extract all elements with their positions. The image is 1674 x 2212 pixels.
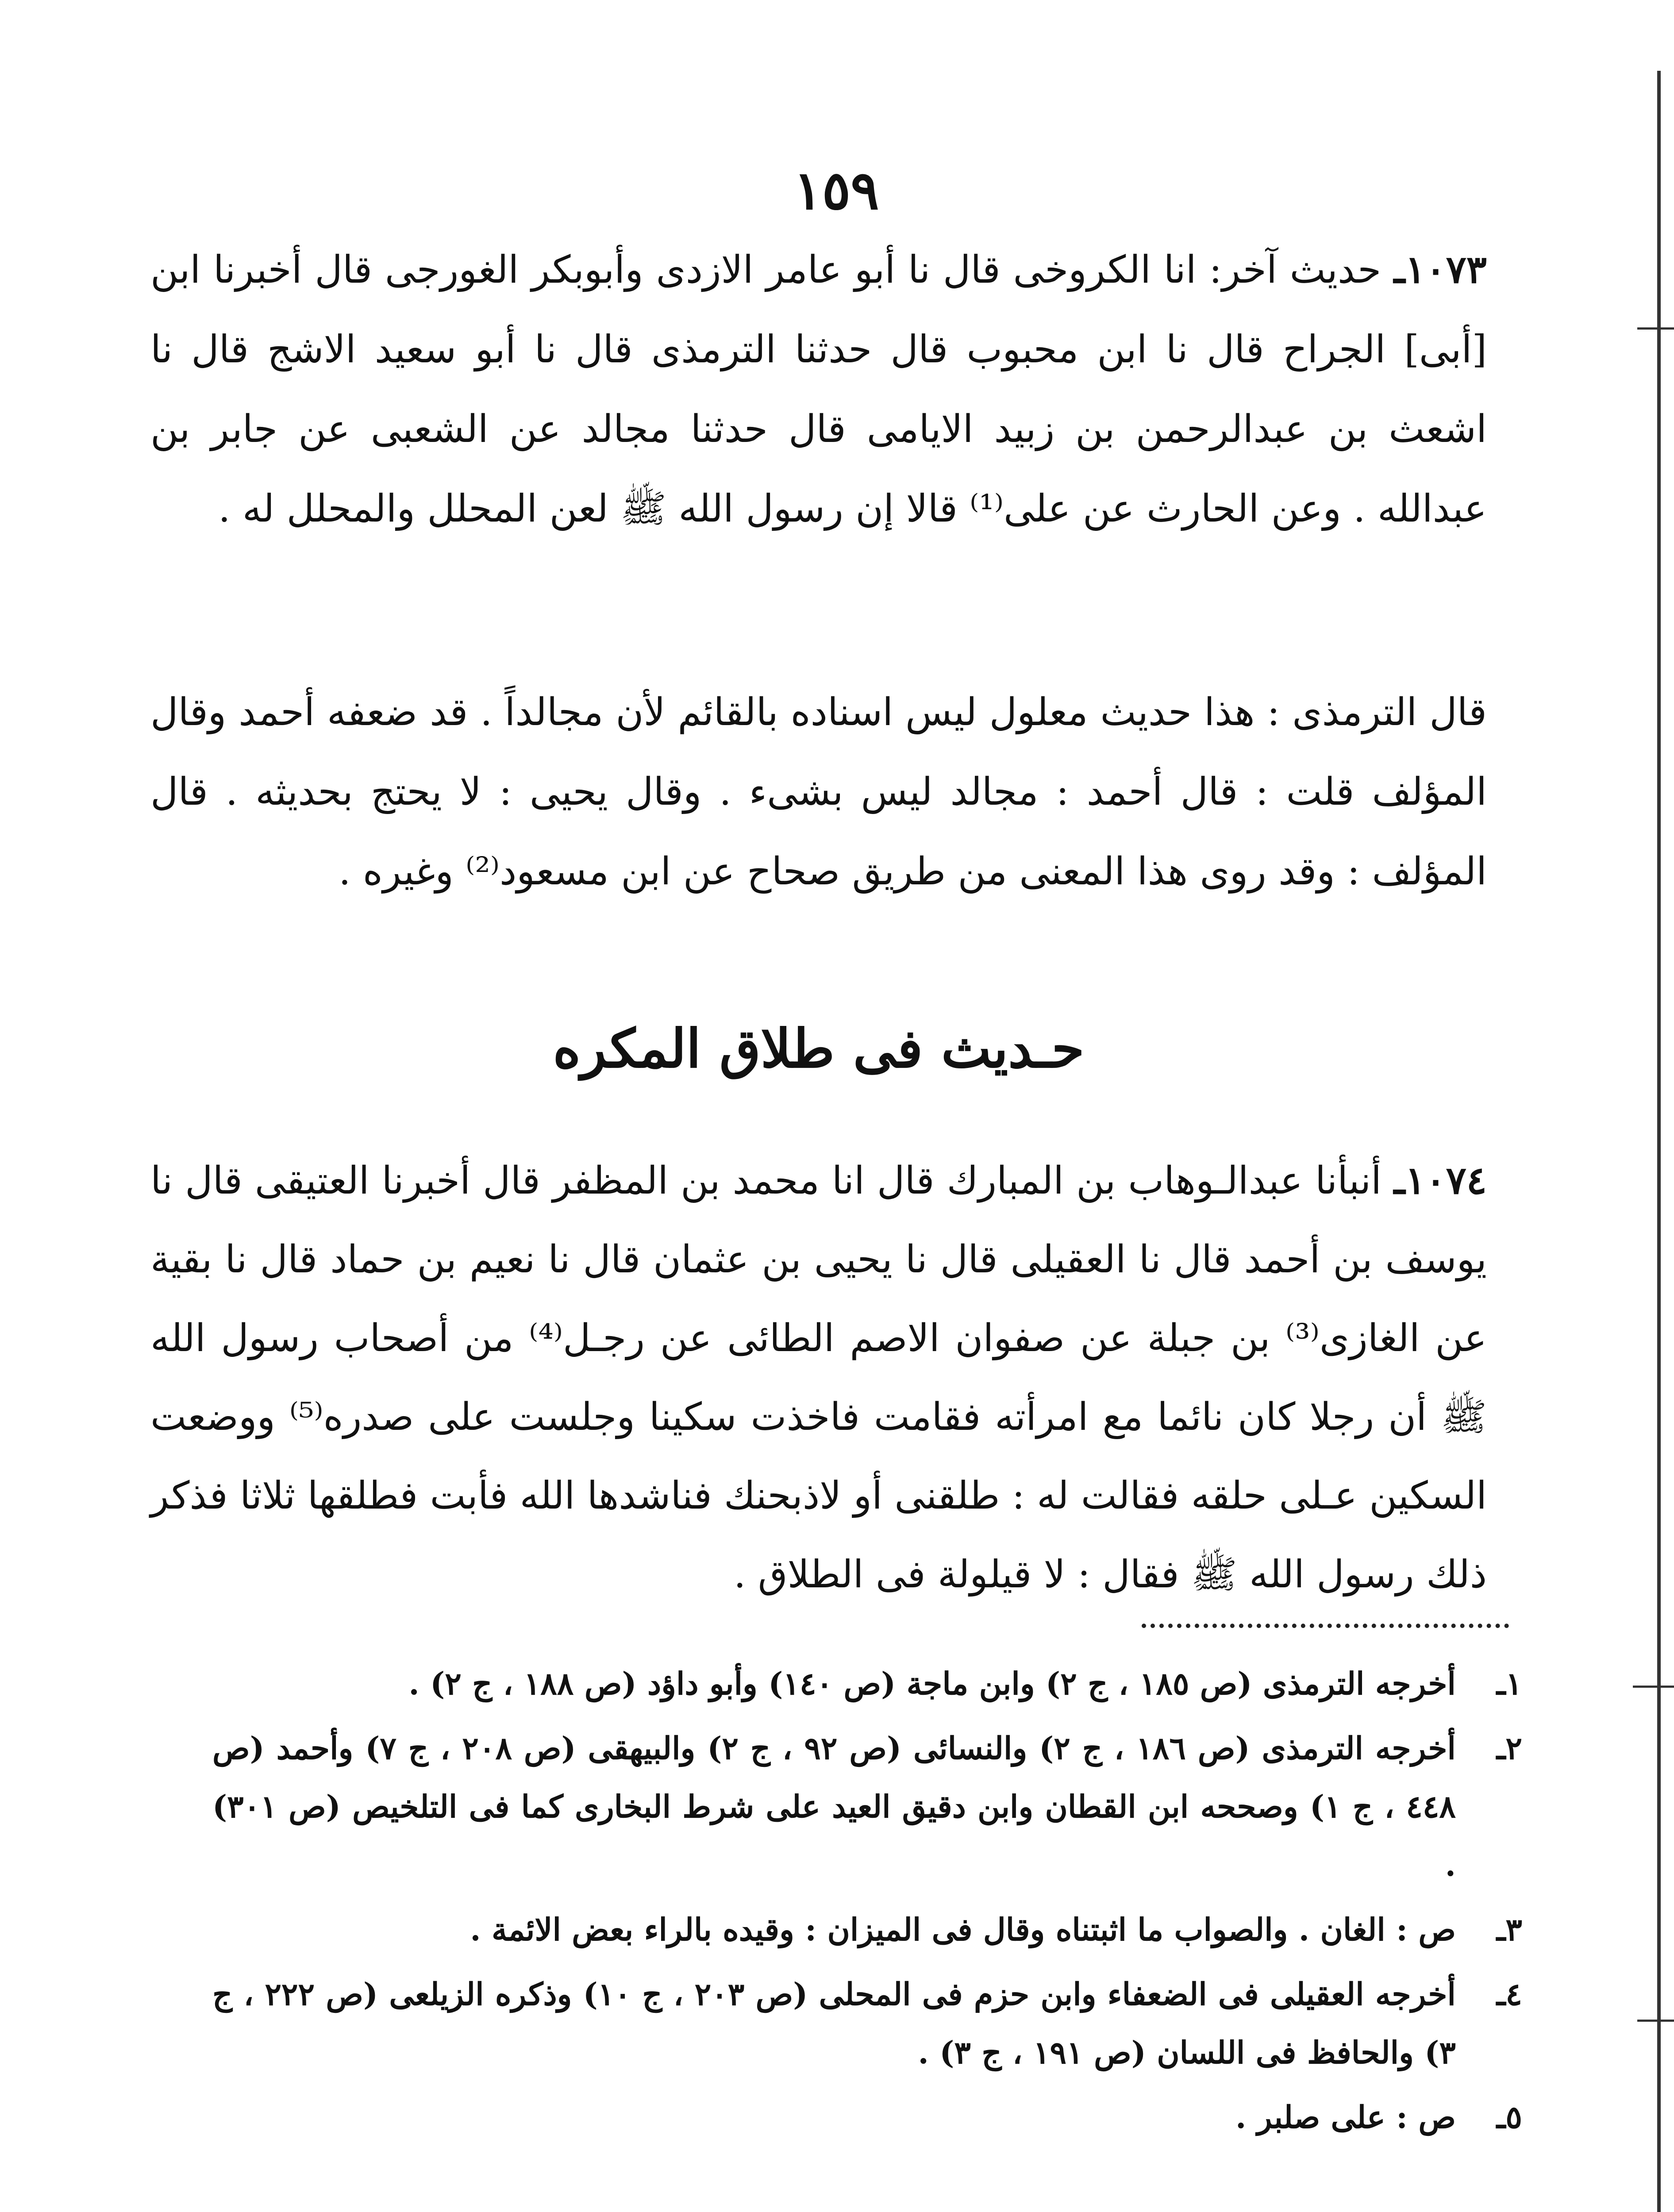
- footnote-separator: [1142, 1624, 1509, 1628]
- hadith-1074-paragraph: [150, 1141, 1487, 1614]
- page-binding-edge: [1657, 71, 1661, 2212]
- footnote-item: [212, 1901, 1522, 1959]
- hadith-number: ١٠٧٣ـ: [1394, 247, 1487, 292]
- hadith-text: حديث آخر: انا الكروخى قال نا أبو عامر الازدى وأبوبكر الغورجى قال أخبرنا ابن [أبى] الجراح قال نا ابن محبوب قال حدثنا الترمذى قال نا أبو سعيد الاشج قال نا اشعث بن عبدالرحمن بن زبيد الايامى قال حدثنا مجالد عن الشعبى عن جابر بن عبدالله . وعن الحارث عن على⁽¹⁾ قالا إن رسول الله ﷺ لعن المحلل والمحلل له .: [150, 248, 1487, 531]
- footnote-item: [212, 1965, 1522, 2082]
- footnote-text: أخرجه الترمذى (ص ١٨٦ ، ج ٢) والنسائى (ص ٩٢ ، ج ٢) والبيهقى (ص ٢٠٨ ، ج ٧) وأحمد (ص ٤٤٨ ، ج ١) وصححه ابن القطان وابن دقيق العيد على شرط البخارى كما فى التلخيص (ص ٣٠١) .: [212, 1730, 1456, 1883]
- page-number: ١٥٩: [793, 159, 879, 222]
- footnote-text: ص : على صلبر .: [1235, 2099, 1456, 2135]
- binding-tick-middle: [1633, 1686, 1674, 1688]
- footnote-marker: ٢ـ: [1496, 1730, 1522, 1767]
- footnotes-list: [212, 1655, 1522, 2153]
- footnote-text: ص : الغان . والصواب ما اثبتناه وقال فى الميزان : وقيده بالراء بعض الائمة .: [470, 1911, 1456, 1948]
- binding-tick-lower: [1637, 2020, 1674, 2022]
- footnote-marker: ٤ـ: [1496, 1976, 1522, 2012]
- section-heading: حـديث فى طلاق المكره: [553, 1018, 1085, 1080]
- footnote-text: أخرجه الترمذى (ص ١٨٥ ، ج ٢) وابن ماجة (ص ١٤٠) وأبو داؤد (ص ١٨٨ ، ج ٢) .: [408, 1665, 1456, 1702]
- footnote-marker: ١ـ: [1496, 1665, 1522, 1702]
- footnote-item: [212, 1655, 1522, 1713]
- footnote-item: [212, 2088, 1522, 2147]
- hadith-number: ١٠٧٤ـ: [1394, 1158, 1487, 1203]
- hadith-1073-paragraph: [150, 230, 1487, 549]
- binding-tick-top: [1637, 327, 1674, 330]
- footnote-marker: ٣ـ: [1496, 1911, 1522, 1948]
- footnote-marker: ٥ـ: [1496, 2099, 1522, 2135]
- hadith-text: أنبأنا عبدالـوهاب بن المبارك قال انا محمد بن المظفر قال أخبرنا العتيقى قال نا يوسف بن أحمد قال نا العقيلى قال نا يحيى بن عثمان قال نا نعيم بن حماد قال نا بقية عن الغازى⁽³⁾ بن جبلة عن صفوان الاصم الطائى عن رجـل⁽⁴⁾ من أصحاب رسول الله ﷺ أن رجلا كان نائما مع امرأته فقامت فاخذت سكينا وجلست على صدره⁽⁵⁾ ووضعت السكين عـلى حلقه فقالت له : طلقنى أو لاذبحنك فناشدها الله فأبت فطلقها ثلاثا فذكر ذلك رسول الله ﷺ فقال : لا قيلولة فى الطلاق .: [150, 1159, 1487, 1597]
- commentary-paragraph: [150, 672, 1487, 911]
- commentary-text: قال الترمذى : هذا حديث معلول ليس اسناده بالقائم لأن مجالداً . قد ضعفه أحمد وقال المؤلف قلت : قال أحمد : مجالد ليس بشىء . وقال يحيى : لا يحتج بحديثه . قال المؤلف : وقد روى هذا المعنى من طريق صحاح عن ابن مسعود⁽²⁾ وغيره .: [150, 690, 1487, 894]
- footnote-item: [212, 1719, 1522, 1894]
- footnote-text: أخرجه العقيلى فى الضعفاء وابن حزم فى المحلى (ص ٢٠٣ ، ج ١٠) وذكره الزيلعى (ص ٢٢٢ ، ج ٣) والحافظ فى اللسان (ص ١٩١ ، ج ٣) .: [212, 1976, 1456, 2071]
